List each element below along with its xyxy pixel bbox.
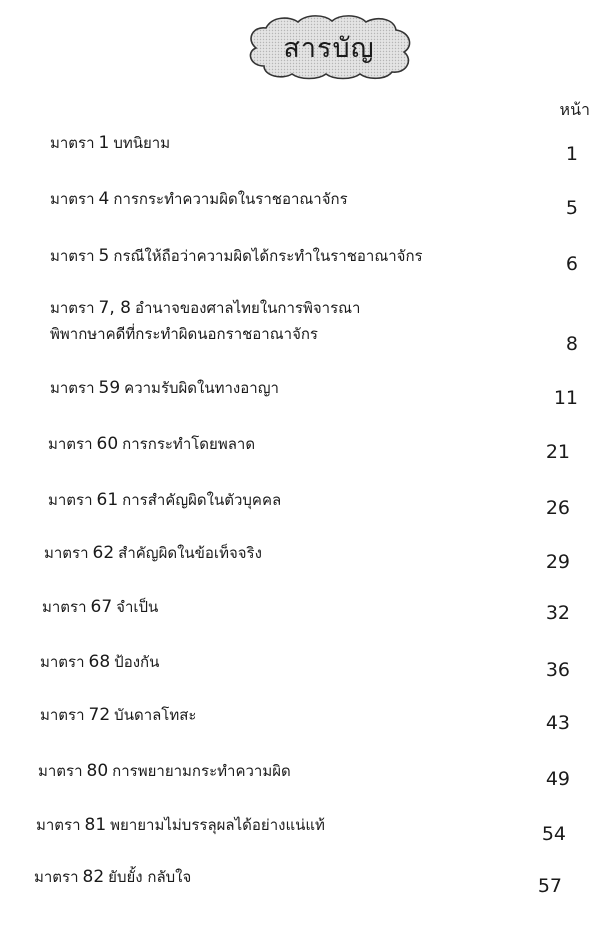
section-label: มาตรา	[50, 247, 95, 265]
section-number: 62	[92, 543, 115, 563]
toc-entry-title	[50, 132, 170, 154]
section-title: จำเป็น	[116, 598, 159, 616]
section-title: อำนาจของศาลไทยในการพิจารณา	[134, 299, 361, 317]
section-number: 7, 8	[98, 298, 131, 318]
toc-page-number: 36	[545, 659, 570, 681]
section-number: 59	[98, 378, 121, 398]
toc-page-number: 1	[565, 143, 578, 165]
toc-entry-title	[48, 489, 281, 511]
section-label: มาตรา	[50, 379, 95, 397]
section-title: บันดาลโทสะ	[114, 706, 197, 724]
toc-page-number: 43	[545, 712, 570, 734]
toc-entry-title	[50, 295, 360, 347]
section-number: 4	[98, 189, 110, 209]
page-column-label: หน้า	[559, 100, 590, 119]
toc-entry-title	[50, 245, 423, 267]
section-title: ความรับผิดในทางอาญา	[124, 379, 279, 397]
section-number: 5	[98, 246, 110, 266]
toc-page-number: 49	[545, 768, 570, 790]
section-label: มาตรา	[40, 653, 85, 671]
toc-entry-title	[50, 188, 348, 210]
section-label: มาตรา	[38, 762, 83, 780]
section-title: ยับยั้ง กลับใจ	[108, 868, 192, 886]
toc-page-number: 8	[565, 333, 578, 355]
toc-page-number: 6	[565, 253, 578, 275]
section-number: 60	[96, 434, 119, 454]
section-label: มาตรา	[40, 706, 85, 724]
section-title: การสำคัญผิดในตัวบุคคล	[122, 491, 282, 509]
section-title: การกระทำโดยพลาด	[122, 435, 256, 453]
section-number: 67	[90, 597, 113, 617]
section-label: มาตรา	[34, 868, 79, 886]
section-label: มาตรา	[50, 134, 95, 152]
section-label: มาตรา	[48, 435, 93, 453]
toc-entry-title	[44, 542, 262, 564]
section-title: บทนิยาม	[113, 134, 171, 152]
toc-entry-title	[34, 866, 191, 888]
section-number: 72	[88, 705, 111, 725]
toc-page-number: 32	[545, 602, 570, 624]
toc-entry-title	[48, 433, 255, 455]
section-title: สำคัญผิดในข้อเท็จจริง	[118, 544, 262, 562]
toc-page-number: 5	[565, 197, 578, 219]
section-number: 81	[84, 815, 107, 835]
section-number: 80	[86, 761, 109, 781]
section-number: 82	[82, 867, 105, 887]
section-number: 1	[98, 133, 110, 153]
page-title: สารบัญ	[283, 32, 375, 64]
section-label: มาตรา	[44, 544, 89, 562]
section-label: มาตรา	[50, 299, 95, 317]
section-title: การพยายามกระทำความผิด	[112, 762, 291, 780]
section-title: การกระทำความผิดในราชอาณาจักร	[113, 190, 348, 208]
title-cloud	[244, 14, 414, 80]
section-number: 68	[88, 652, 111, 672]
toc-page-number: 26	[545, 497, 570, 519]
toc-entry-title	[38, 760, 291, 782]
toc-entry-title	[40, 704, 196, 726]
section-number: 61	[96, 490, 119, 510]
toc-page-number: 29	[545, 551, 570, 573]
toc-page-number: 57	[537, 875, 562, 897]
section-title: กรณีให้ถือว่าความผิดได้กระทำในราชอาณาจักร	[113, 247, 423, 265]
section-label: มาตรา	[36, 816, 81, 834]
section-title-line2: พิพากษาคดีที่กระทำผิดนอกราชอาณาจักร	[50, 325, 318, 343]
toc-entry-title	[50, 377, 279, 399]
section-label: มาตรา	[50, 190, 95, 208]
section-title: พยายามไม่บรรลุผลได้อย่างแน่แท้	[110, 816, 325, 834]
toc-entry-title	[40, 651, 159, 673]
toc-entry-title	[42, 596, 158, 618]
section-label: มาตรา	[42, 598, 87, 616]
section-label: มาตรา	[48, 491, 93, 509]
section-title: ป้องกัน	[114, 653, 160, 671]
toc-page-number: 11	[553, 387, 578, 409]
toc-page-number: 21	[545, 441, 570, 463]
toc-entry-title	[36, 814, 325, 836]
toc-page-number: 54	[541, 823, 566, 845]
